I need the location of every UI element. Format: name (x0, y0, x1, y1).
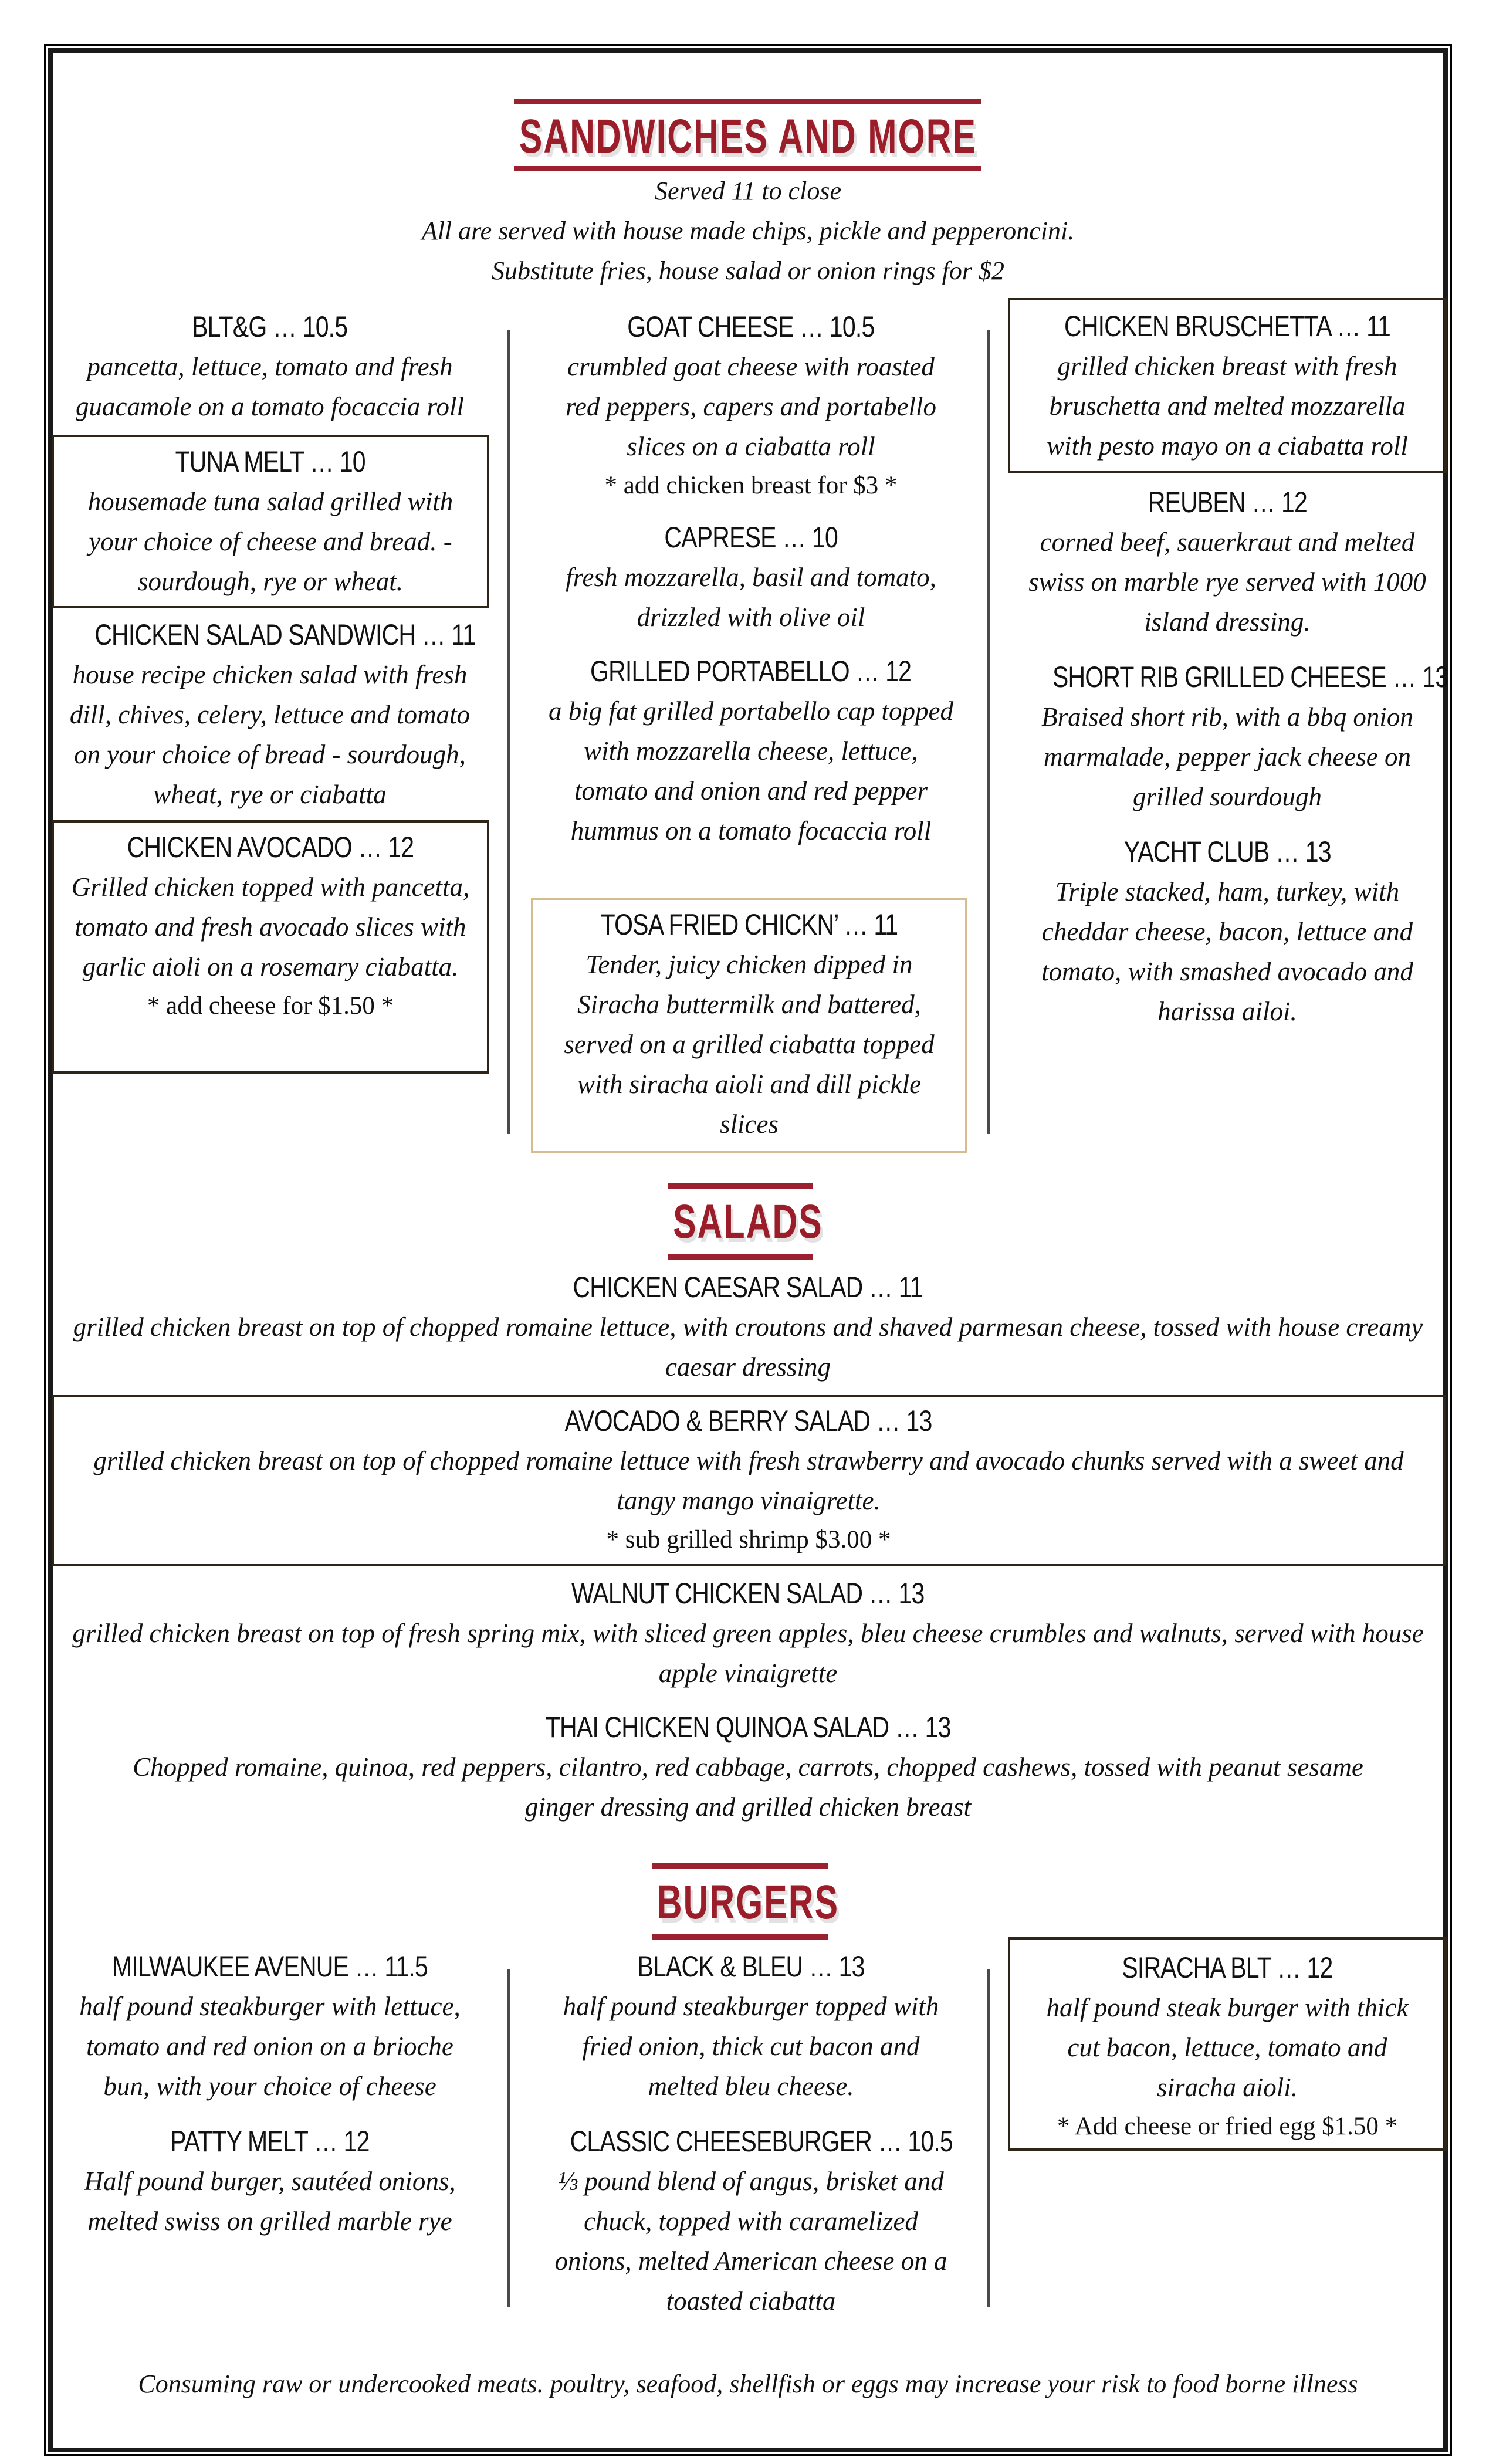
item-title: SHORT RIB GRILLED CHEESE … 13 (1052, 661, 1448, 693)
item-description: housemade tuna salad grilled with your choice of cheese and bread. - sourdough, rye or wheat. (87, 487, 453, 596)
menu-item-chicken-caesar-salad (53, 1267, 1443, 1387)
item-title: YACHT CLUB … 13 (1123, 835, 1331, 868)
item-title: GRILLED PORTABELLO … 12 (590, 655, 912, 688)
menu-item-avocado-berry-salad (52, 1395, 1446, 1566)
item-title: PATTY MELT … 12 (170, 2125, 370, 2158)
item-description: a big fat grilled portabello cap topped with mozzarella cheese, lettuce, tomato and onion and red pepper hummus on a tomato focaccia roll (549, 696, 953, 845)
column-divider (507, 1969, 510, 2307)
section-title-salads: SALADS (673, 1195, 823, 1248)
item-description: grilled chicken breast on top of chopped romaine lettuce with fresh strawberry and avocado chunks served with a sweet and tangy mango vinaigrette. (93, 1446, 1404, 1515)
item-description: crumbled goat cheese with roasted red peppers, capers and portabello slices on a ciabatta roll (566, 352, 936, 461)
item-description: half pound steak burger with thick cut bacon, lettuce, tomato and siracha aioli. (1046, 1993, 1409, 2102)
column-divider (507, 330, 510, 1134)
item-title: REUBEN … 12 (1148, 486, 1307, 519)
item-description: Half pound burger, sautéed onions, melted swiss on grilled marble rye (84, 2167, 456, 2236)
item-title: TUNA MELT … 10 (175, 445, 366, 478)
item-title: MILWAUKEE AVENUE … 11.5 (112, 1950, 428, 1983)
item-description: grilled chicken breast on top of fresh spring mix, with sliced green apples, bleu cheese crumbles and walnuts, served with house apple vinaigrette (72, 1619, 1424, 1688)
item-add-on-note: * Add cheese or fried egg $1.50 * (1057, 2113, 1398, 2140)
item-description: corned beef, sauerkraut and melted swiss on marble rye served with 1000 island dressing. (1028, 527, 1426, 637)
menu-item-blt (53, 307, 487, 427)
menu-item-caprese (528, 517, 974, 637)
menu-item-siracha-blt (1008, 1937, 1447, 2151)
menu-item-thai-chicken-quinoa-salad (53, 1707, 1443, 1827)
menu-item-goat-cheese (528, 307, 974, 505)
item-description: half pound steakburger topped with fried onion, thick cut bacon and melted bleu cheese. (563, 1992, 939, 2101)
item-description: fresh mozzarella, basil and tomato, drizzled with olive oil (566, 563, 936, 632)
item-description: house recipe chicken salad with fresh dill, chives, celery, lettuce and tomato on your choice of bread - sourdough, wheat, rye or ciabatta (69, 660, 471, 809)
column-divider (987, 1969, 990, 2307)
item-description: Triple stacked, ham, turkey, with cheddar cheese, bacon, lettuce and tomato, with smashed avocado and harissa ailoi. (1041, 877, 1413, 1026)
menu-item-classic-cheeseburger (528, 2121, 974, 2321)
item-title: WALNUT CHICKEN SALAD … 13 (571, 1577, 925, 1610)
menu-item-walnut-chicken-salad (53, 1573, 1443, 1693)
food-safety-disclaimer: Consuming raw or undercooked meats. poultry, seafood, shellfish or eggs may increase your risk to food borne illness (138, 2370, 1358, 2398)
section-title-sandwiches: SANDWICHES AND MORE (519, 110, 977, 163)
item-description: ⅓ pound blend of angus, brisket and chuck, topped with caramelized onions, melted American cheese on a toasted ciabatta (554, 2167, 947, 2316)
menu-item-chicken-bruschetta (1008, 298, 1447, 473)
heading-rule-bottom (652, 1934, 828, 1940)
item-add-on-note: * add chicken breast for $3 * (604, 472, 898, 499)
intro-hours: Served 11 to close (654, 177, 842, 205)
heading-rule-top (652, 1863, 828, 1869)
menu-item-milwaukee-avenue (53, 1947, 487, 2106)
menu-item-chicken-salad (53, 615, 487, 814)
menu-item-short-rib-grilled-cheese (1009, 657, 1446, 817)
item-title: BLACK & BLEU … 13 (637, 1950, 865, 1983)
item-title: CHICKEN CAESAR SALAD … 11 (573, 1271, 923, 1304)
item-title: CHICKEN BRUSCHETTA … 11 (1064, 310, 1391, 343)
item-description: Braised short rib, with a bbq onion marmalade, pepper jack cheese on grilled sourdough (1041, 702, 1413, 811)
heading-rule-top (514, 99, 981, 104)
intro-sides: All are served with house made chips, pickle and pepperoncini. (421, 216, 1075, 245)
column-divider (987, 330, 990, 1134)
item-title: CLASSIC CHEESEBURGER … 10.5 (570, 2125, 953, 2158)
item-description: grilled chicken breast with fresh bruschetta and melted mozzarella with pesto mayo on a ciabatta roll (1047, 351, 1408, 461)
menu-item-yacht-club (1009, 832, 1446, 1031)
item-title: AVOCADO & BERRY SALAD … 13 (565, 1404, 932, 1437)
item-description: Tender, juicy chicken dipped in Siracha buttermilk and battered, served on a grilled ciabatta topped with siracha aioli and dill pickle slices (564, 950, 935, 1139)
item-description: Grilled chicken topped with pancetta, tomato and fresh avocado slices with garlic aioli on a rosemary ciabatta. (71, 872, 470, 981)
item-add-on-note: * add cheese for $1.50 * (147, 992, 394, 1020)
item-title: GOAT CHEESE … 10.5 (627, 310, 875, 343)
menu-item-grilled-portabello (528, 651, 974, 851)
item-title: SIRACHA BLT … 12 (1122, 1951, 1333, 1984)
item-description: pancetta, lettuce, tomato and fresh guacamole on a tomato focaccia roll (76, 352, 464, 421)
item-title: CHICKEN SALAD SANDWICH … 11 (94, 618, 476, 651)
heading-rule-bottom (514, 166, 981, 171)
item-add-on-note: * sub grilled shrimp $3.00 * (606, 1526, 891, 1553)
menu-item-reuben (1009, 482, 1446, 642)
item-title: THAI CHICKEN QUINOA SALAD … 13 (545, 1711, 951, 1744)
item-description: half pound steakburger with lettuce, tomato and red onion on a brioche bun, with your choice of cheese (79, 1992, 461, 2101)
menu-item-tosa-fried-chickn (531, 898, 967, 1153)
item-description: grilled chicken breast on top of chopped romaine lettuce, with croutons and shaved parmesan cheese, tossed with house creamy caesar dressing (73, 1312, 1423, 1382)
heading-rule-top (668, 1183, 813, 1189)
item-title: TOSA FRIED CHICKN’ … 11 (600, 908, 898, 941)
item-title: BLT&G … 10.5 (192, 310, 348, 343)
intro-substitute: Substitute fries, house salad or onion rings for $2 (492, 256, 1004, 285)
menu-item-tuna-melt (52, 435, 489, 608)
menu-item-chicken-avocado (52, 820, 489, 1074)
item-title: CAPRESE … 10 (664, 521, 838, 554)
section-title-burgers: BURGERS (656, 1876, 840, 1929)
item-title: CHICKEN AVOCADO … 12 (127, 831, 414, 864)
menu-item-black-and-bleu (528, 1947, 974, 2106)
item-description: Chopped romaine, quinoa, red peppers, cilantro, red cabbage, carrots, chopped cashews, tossed with peanut sesame ginger dressing and grilled chicken breast (133, 1752, 1363, 1822)
menu-item-patty-melt (53, 2121, 487, 2241)
heading-rule-bottom (668, 1254, 813, 1260)
